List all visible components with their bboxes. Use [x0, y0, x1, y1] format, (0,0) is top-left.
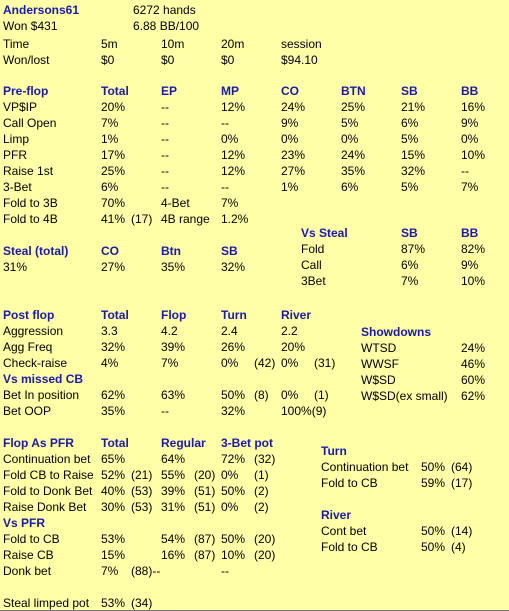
- flop-pfr-row-cell: (53): [131, 500, 153, 514]
- preflop-row-cell: --: [161, 132, 169, 146]
- showdown-row-cell: 60%: [461, 373, 486, 387]
- preflop-row-cell: --: [461, 164, 469, 178]
- flop-pfr-row-cell: Continuation bet: [3, 452, 91, 466]
- vs-missed-cb-title: Vs missed CB: [3, 372, 84, 386]
- river-row-cell: 50%: [421, 524, 446, 538]
- showdown-row-cell: 24%: [461, 341, 486, 355]
- preflop-row-cell: 24%: [341, 148, 366, 162]
- showdowns-title: Showdowns: [361, 325, 431, 339]
- bet-oop-row-cell: 32%: [221, 404, 246, 418]
- flop-pfr-header-cell: Regular: [161, 436, 206, 450]
- flop-pfr-row-cell: 39%: [161, 484, 186, 498]
- preflop-row-cell: 1%: [281, 180, 299, 194]
- agg-freq-row-cell: 32%: [101, 340, 126, 354]
- preflop-header-cell: SB: [401, 84, 418, 98]
- river-row-cell: Cont bet: [321, 524, 367, 538]
- preflop-row-cell: 25%: [341, 100, 366, 114]
- turn-title: Turn: [321, 444, 347, 458]
- preflop-row-cell: 16%: [461, 100, 486, 114]
- preflop-row-cell: 20%: [101, 100, 126, 114]
- fold-4bet-cell: 41%: [101, 212, 126, 226]
- preflop-header-cell: CO: [281, 84, 299, 98]
- aggression-row-cell: Aggression: [3, 324, 64, 338]
- flop-pfr-row-cell: 30%: [101, 500, 126, 514]
- postflop-header-cell: Flop: [161, 308, 187, 322]
- bet-oop-row-cell: Bet OOP: [3, 404, 52, 418]
- preflop-row-cell: 9%: [461, 116, 479, 130]
- check-raise-row-cell: 4%: [101, 356, 119, 370]
- steal-total-header-cell: Steal (total): [3, 244, 69, 258]
- preflop-row-cell: 35%: [341, 164, 366, 178]
- preflop-row-cell: 10%: [461, 148, 486, 162]
- preflop-row-cell: 9%: [281, 116, 299, 130]
- bet-in-position-row-cell: 63%: [161, 388, 186, 402]
- turn-row-cell: 59%: [421, 476, 446, 490]
- flop-pfr-row-cell: Raise Donk Bet: [3, 500, 87, 514]
- flop-pfr-row-cell: 55%: [161, 468, 186, 482]
- preflop-header-cell: MP: [221, 84, 239, 98]
- vs-steal-row-cell: 87%: [401, 242, 426, 256]
- fold-3bet-cell: 4-Bet: [161, 196, 190, 210]
- flop-pfr-row-cell: 40%: [101, 484, 126, 498]
- flop-pfr-row-cell: Fold to Donk Bet: [3, 484, 93, 498]
- postflop-header-cell: River: [281, 308, 312, 322]
- time-col: 20m: [221, 37, 245, 51]
- bet-in-position-row-cell: (8): [254, 388, 269, 402]
- flop-pfr-row-cell: (2): [254, 484, 269, 498]
- vs-steal-row-cell: 6%: [401, 258, 419, 272]
- preflop-row-cell: 7%: [461, 180, 479, 194]
- flop-pfr-row-cell: (1): [254, 468, 269, 482]
- preflop-row-cell: 0%: [221, 132, 239, 146]
- preflop-row-cell: 0%: [461, 132, 479, 146]
- flop-pfr-row-cell: (2): [254, 500, 269, 514]
- vs-pfr-row-cell: 54%: [161, 532, 186, 546]
- steal-total-header-cell: SB: [221, 244, 238, 258]
- preflop-header-cell: Total: [101, 84, 129, 98]
- preflop-row-cell: 23%: [281, 148, 306, 162]
- wonlost-col: $0: [161, 53, 175, 67]
- river-row-cell: 50%: [421, 540, 446, 554]
- flop-pfr-header-cell: Flop As PFR: [3, 436, 74, 450]
- wonlost-col: $0: [101, 53, 115, 67]
- fold-3bet-cell: 70%: [101, 196, 126, 210]
- player-name: Andersons61: [3, 3, 80, 17]
- steal-total-value-cell: 32%: [221, 260, 246, 274]
- preflop-row-cell: 27%: [281, 164, 306, 178]
- bet-oop-row-cell: 35%: [101, 404, 126, 418]
- preflop-row-cell: --: [161, 180, 169, 194]
- steal-limped-pot-row-cell: Steal limped pot: [3, 596, 90, 610]
- preflop-row-cell: 5%: [341, 116, 359, 130]
- postflop-header-cell: Post flop: [3, 308, 55, 322]
- preflop-row-cell: --: [161, 148, 169, 162]
- preflop-row-cell: 6%: [101, 180, 119, 194]
- vs-pfr-row-cell: (20): [254, 548, 276, 562]
- check-raise-row-cell: Check-raise: [3, 356, 68, 370]
- aggression-row-cell: 2.2: [281, 324, 298, 338]
- vs-pfr-row-cell: 15%: [101, 548, 126, 562]
- fold-3bet-cell: 7%: [221, 196, 239, 210]
- check-raise-row-cell: 0%: [281, 356, 299, 370]
- preflop-row-cell: Raise 1st: [3, 164, 54, 178]
- turn-row-cell: 50%: [421, 460, 446, 474]
- showdown-row-cell: W$SD: [361, 373, 396, 387]
- flop-pfr-row-cell: (32): [254, 452, 276, 466]
- preflop-header-cell: EP: [161, 84, 178, 98]
- flop-pfr-header-cell: Total: [101, 436, 129, 450]
- steal-total-value-cell: 35%: [161, 260, 186, 274]
- vs-pfr-row-cell: (87): [194, 532, 216, 546]
- river-row-cell: (4): [451, 540, 466, 554]
- vs-steal-row-cell: 7%: [401, 274, 419, 288]
- vs-pfr-row-cell: Fold to CB: [3, 532, 60, 546]
- aggression-row-cell: 3.3: [101, 324, 118, 338]
- time-label: Time: [3, 37, 30, 51]
- agg-freq-row-cell: 20%: [281, 340, 306, 354]
- bb-per-100: 6.88 BB/100: [133, 19, 200, 33]
- hand-count: 6272 hands: [133, 3, 196, 17]
- check-raise-row-cell: (42): [254, 356, 276, 370]
- vs-pfr-row-cell: (87): [194, 548, 216, 562]
- turn-row-cell: (64): [451, 460, 473, 474]
- flop-pfr-row-cell: 72%: [221, 452, 246, 466]
- steal-total-value-cell: 27%: [101, 260, 126, 274]
- vs-steal-row-cell: 82%: [461, 242, 486, 256]
- turn-row-cell: Continuation bet: [321, 460, 409, 474]
- preflop-row-cell: 0%: [341, 132, 359, 146]
- steal-total-header-cell: CO: [101, 244, 119, 258]
- time-col: 5m: [101, 37, 118, 51]
- preflop-row-cell: --: [221, 116, 229, 130]
- preflop-row-cell: 12%: [221, 100, 246, 114]
- river-row-cell: Fold to CB: [321, 540, 378, 554]
- steal-limped-pot-row-cell: 53%: [101, 596, 126, 610]
- vs-pfr-row-cell: (88)--: [131, 564, 161, 578]
- preflop-row-cell: 7%: [101, 116, 119, 130]
- vs-steal-row-cell: Fold: [301, 242, 325, 256]
- check-raise-row-cell: 0%: [221, 356, 239, 370]
- river-row-cell: (14): [451, 524, 473, 538]
- vs-pfr-row-cell: (20): [254, 532, 276, 546]
- flop-pfr-row-cell: (53): [131, 484, 153, 498]
- flop-pfr-row-cell: 64%: [161, 452, 186, 466]
- flop-pfr-row-cell: 52%: [101, 468, 126, 482]
- vs-pfr-title: Vs PFR: [3, 516, 46, 530]
- river-title: River: [321, 508, 352, 522]
- vs-steal-row-cell: 10%: [461, 274, 486, 288]
- showdown-row-cell: 46%: [461, 357, 486, 371]
- vs-steal-header-cell: SB: [401, 226, 418, 240]
- won-amount: Won $431: [3, 19, 58, 33]
- wonlost-label: Won/lost: [3, 53, 50, 67]
- time-col: session: [281, 37, 322, 51]
- steal-limped-pot-row-cell: (34): [131, 596, 153, 610]
- flop-pfr-header-cell: 3-Bet pot: [221, 436, 273, 450]
- flop-pfr-row-cell: 65%: [101, 452, 126, 466]
- vs-pfr-row-cell: Donk bet: [3, 564, 52, 578]
- preflop-row-cell: Call Open: [3, 116, 57, 130]
- vs-steal-row-cell: Call: [301, 258, 322, 272]
- agg-freq-row-cell: Agg Freq: [3, 340, 53, 354]
- postflop-header-cell: Turn: [221, 308, 247, 322]
- preflop-row-cell: 0%: [281, 132, 299, 146]
- preflop-row-cell: 12%: [221, 164, 246, 178]
- preflop-row-cell: 17%: [101, 148, 126, 162]
- vs-steal-row-cell: 3Bet: [301, 274, 326, 288]
- flop-pfr-row-cell: (21): [131, 468, 153, 482]
- bet-oop-row-cell: 100%(9): [281, 404, 327, 418]
- preflop-row-cell: 1%: [101, 132, 119, 146]
- wonlost-col: $0: [221, 53, 235, 67]
- aggression-row-cell: 4.2: [161, 324, 178, 338]
- flop-pfr-row-cell: 31%: [161, 500, 186, 514]
- flop-pfr-row-cell: (51): [194, 484, 216, 498]
- preflop-header-cell: Pre-flop: [3, 84, 49, 98]
- postflop-header-cell: Total: [101, 308, 129, 322]
- preflop-row-cell: 25%: [101, 164, 126, 178]
- steal-total-value-cell: 31%: [3, 260, 28, 274]
- aggression-row-cell: 2.4: [221, 324, 238, 338]
- showdown-row-cell: WTSD: [361, 341, 397, 355]
- preflop-row-cell: 15%: [401, 148, 426, 162]
- preflop-row-cell: --: [161, 100, 169, 114]
- flop-pfr-row-cell: Fold CB to Raise: [3, 468, 94, 482]
- showdown-row-cell: 62%: [461, 389, 486, 403]
- check-raise-row-cell: 7%: [161, 356, 179, 370]
- vs-steal-header-cell: Vs Steal: [301, 226, 348, 240]
- vs-pfr-row-cell: 53%: [101, 532, 126, 546]
- preflop-row-cell: 5%: [401, 132, 419, 146]
- agg-freq-row-cell: 26%: [221, 340, 246, 354]
- time-col: 10m: [161, 37, 185, 51]
- bet-in-position-row-cell: 62%: [101, 388, 126, 402]
- preflop-header-cell: BB: [461, 84, 479, 98]
- flop-pfr-row-cell: 0%: [221, 468, 239, 482]
- bet-oop-row-cell: --: [161, 404, 169, 418]
- bet-in-position-row-cell: 0%: [281, 388, 299, 402]
- showdown-row-cell: W$SD(ex small): [361, 389, 448, 403]
- preflop-row-cell: Limp: [3, 132, 30, 146]
- turn-row-cell: Fold to CB: [321, 476, 378, 490]
- preflop-header-cell: BTN: [341, 84, 366, 98]
- showdown-row-cell: WWSF: [361, 357, 399, 371]
- preflop-row-cell: 24%: [281, 100, 306, 114]
- vs-pfr-row-cell: Raise CB: [3, 548, 54, 562]
- preflop-row-cell: 5%: [401, 180, 419, 194]
- preflop-row-cell: 32%: [401, 164, 426, 178]
- vs-pfr-row-cell: 7%: [101, 564, 119, 578]
- vs-pfr-row-cell: 50%: [221, 532, 246, 546]
- fold-4bet-cell: Fold to 4B: [3, 212, 58, 226]
- preflop-row-cell: 6%: [401, 116, 419, 130]
- fold-4bet-cell: (17): [131, 212, 153, 226]
- vs-steal-header-cell: BB: [461, 226, 479, 240]
- vs-pfr-row-cell: --: [221, 564, 229, 578]
- bet-in-position-row-cell: Bet In position: [3, 388, 80, 402]
- agg-freq-row-cell: 39%: [161, 340, 186, 354]
- turn-row-cell: (17): [451, 476, 473, 490]
- fold-3bet-cell: Fold to 3B: [3, 196, 58, 210]
- bet-in-position-row-cell: 50%: [221, 388, 246, 402]
- wonlost-col: $94.10: [281, 53, 318, 67]
- flop-pfr-row-cell: 0%: [221, 500, 239, 514]
- flop-pfr-row-cell: 50%: [221, 484, 246, 498]
- vs-pfr-row-cell: 16%: [161, 548, 186, 562]
- flop-pfr-row-cell: (20): [194, 468, 216, 482]
- steal-total-header-cell: Btn: [161, 244, 181, 258]
- preflop-row-cell: --: [161, 116, 169, 130]
- vs-steal-row-cell: 9%: [461, 258, 479, 272]
- bet-in-position-row-cell: (1): [314, 388, 329, 402]
- preflop-row-cell: --: [161, 164, 169, 178]
- preflop-row-cell: 12%: [221, 148, 246, 162]
- preflop-row-cell: 3-Bet: [3, 180, 32, 194]
- preflop-row-cell: VP$IP: [3, 100, 38, 114]
- preflop-row-cell: PFR: [3, 148, 27, 162]
- preflop-row-cell: 6%: [341, 180, 359, 194]
- preflop-row-cell: 21%: [401, 100, 426, 114]
- fold-4bet-cell: 1.2%: [221, 212, 249, 226]
- check-raise-row-cell: (31): [314, 356, 336, 370]
- preflop-row-cell: --: [221, 180, 229, 194]
- vs-pfr-row-cell: 10%: [221, 548, 246, 562]
- flop-pfr-row-cell: (51): [194, 500, 216, 514]
- fold-4bet-cell: 4B range: [161, 212, 210, 226]
